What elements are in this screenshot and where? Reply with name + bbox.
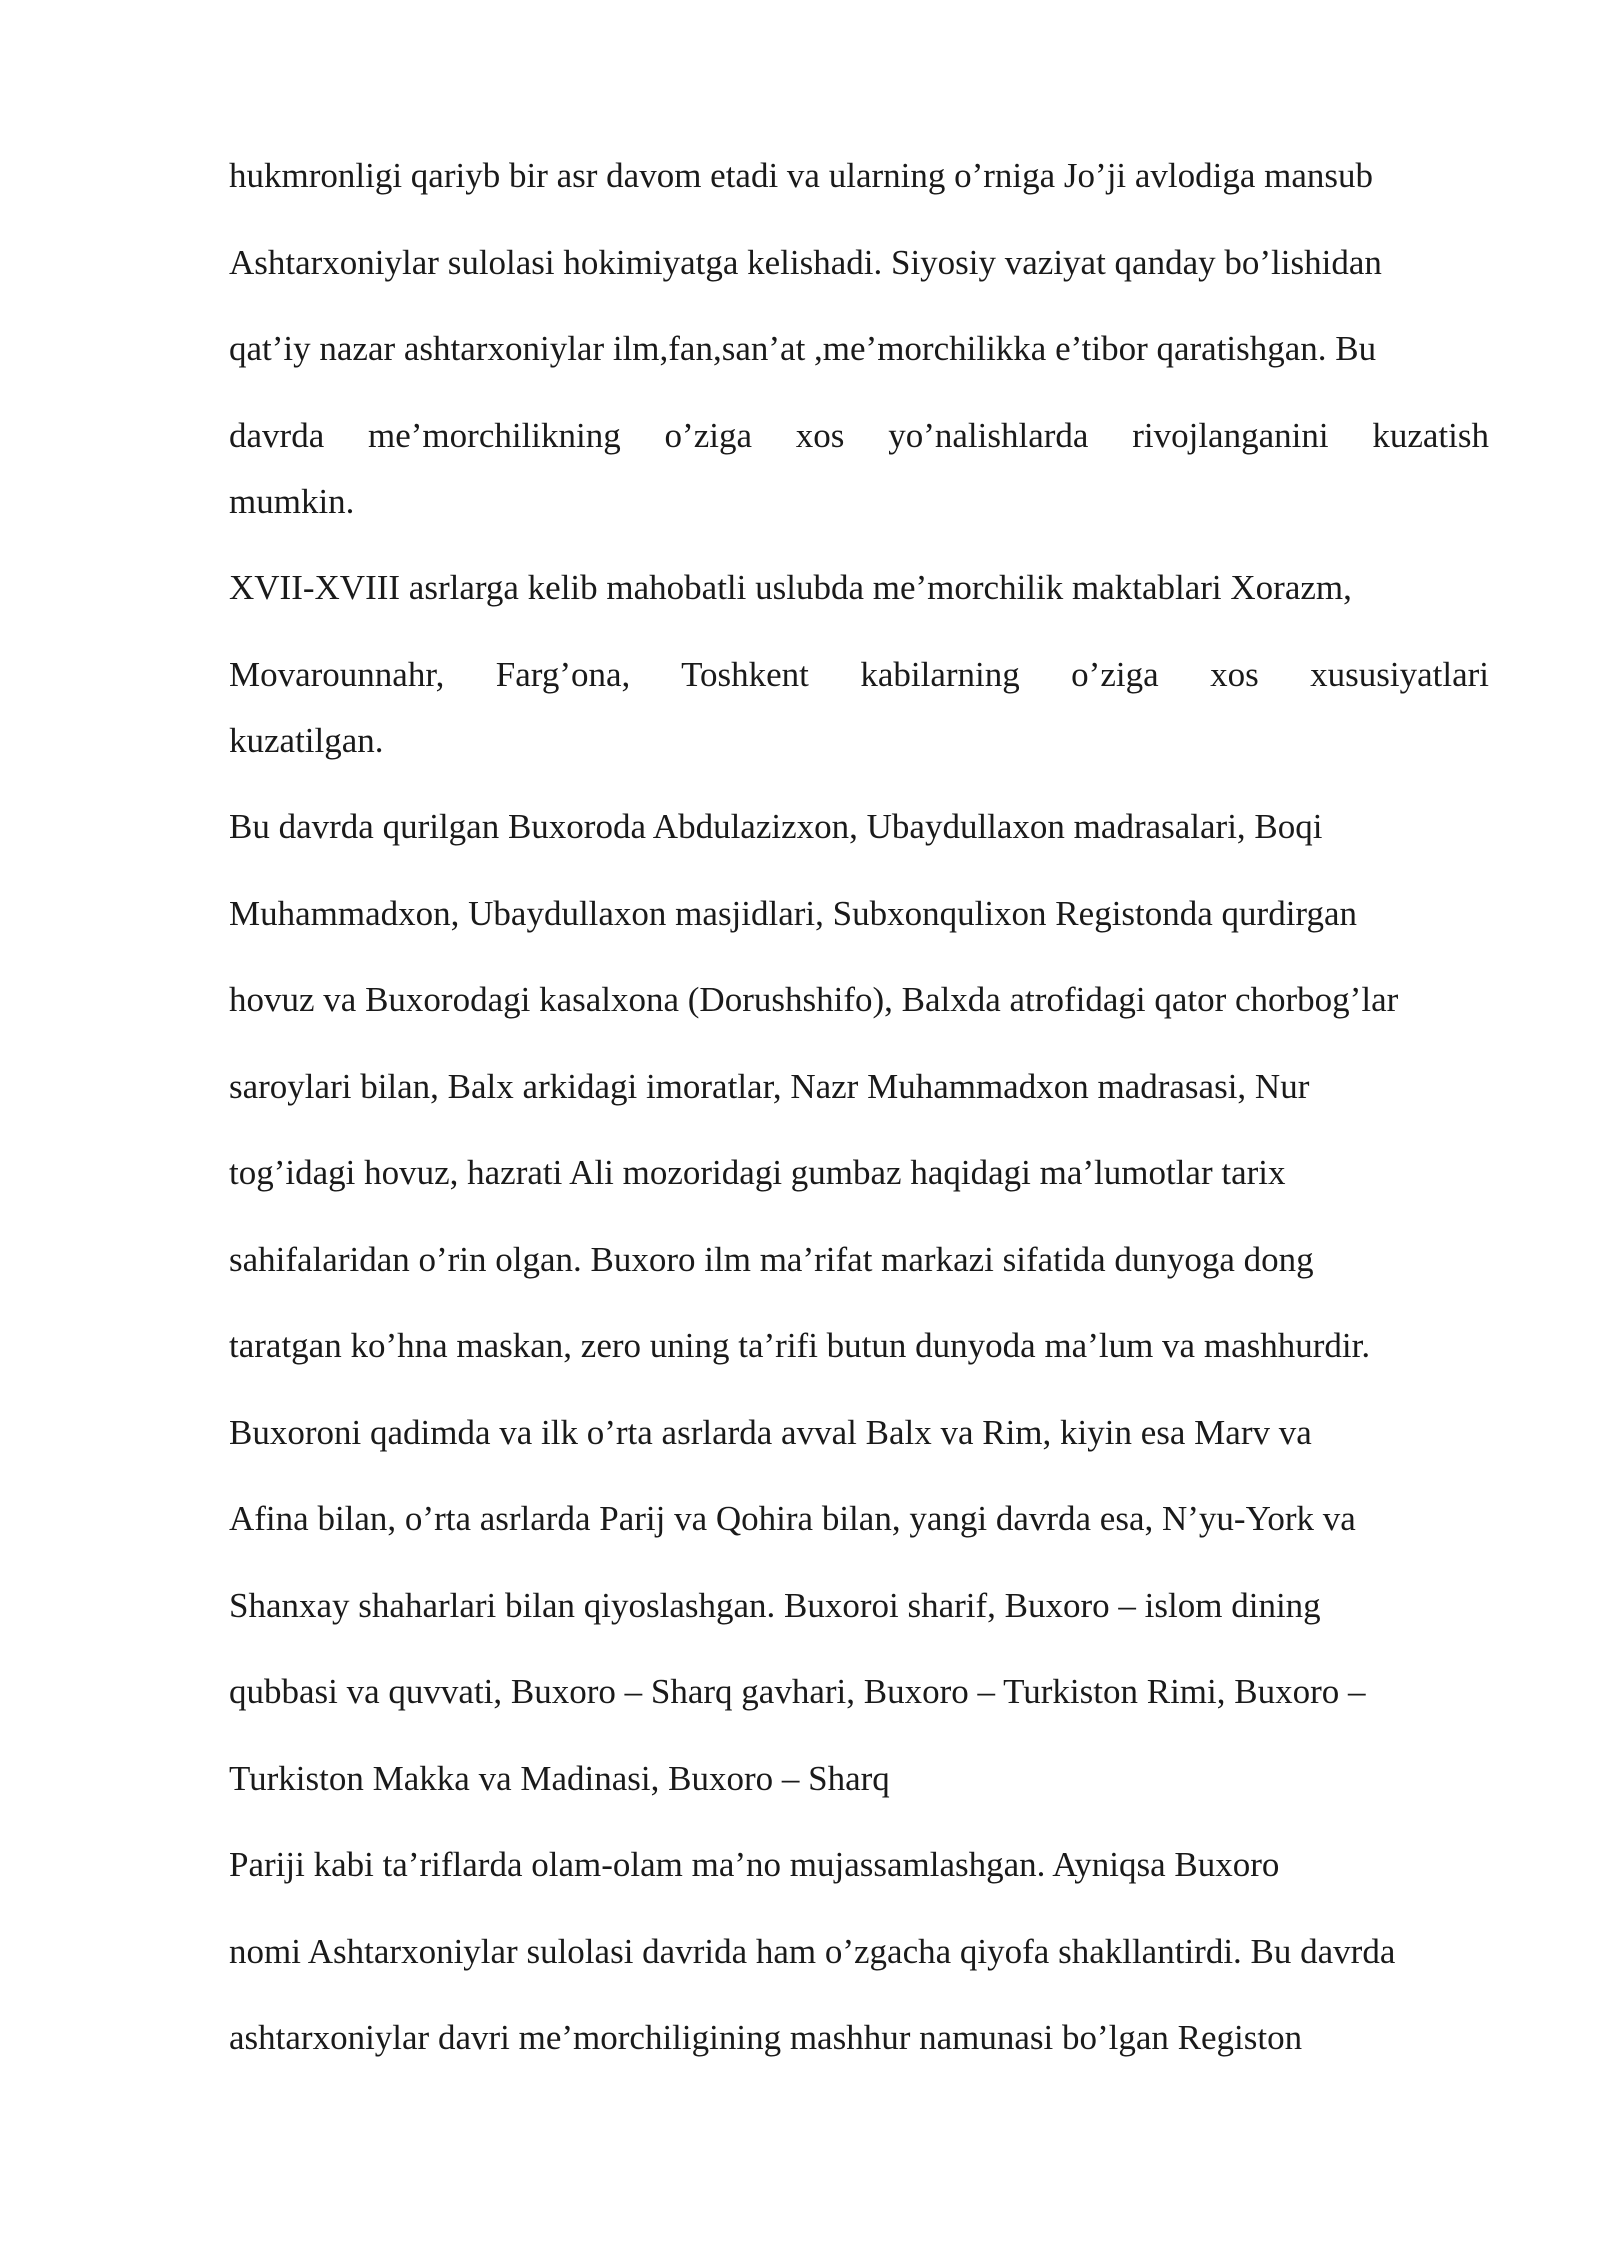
text-line: Shanxay shaharlari bilan qiyoslashgan. Buxoroi sharif, Buxoro – islom dining	[229, 1585, 1321, 1625]
text-line: mumkin.	[229, 481, 355, 521]
text-line: hovuz va Buxorodagi kasalxona (Dorushshifo), Balxda atrofidagi qator chorbog’lar	[229, 980, 1399, 1019]
body-text	[229, 146, 1489, 2095]
text-line: tog’idagi hovuz, hazrati Ali mozoridagi gumbaz haqidagi ma’lumotlar tarix	[229, 1153, 1286, 1192]
text-line: Movarounnahr, Farg’ona, Toshkent kabilarning o’ziga xos xususiyatlari	[229, 654, 1489, 694]
text-line: taratgan ko’hna maskan, zero uning ta’rifi butun dunyoda ma’lum va mashhurdir.	[229, 1326, 1371, 1365]
text-line: qubbasi va quvvati, Buxoro – Sharq gavhari, Buxoro – Turkiston Rimi, Buxoro –	[229, 1672, 1366, 1711]
text-line: Bu davrda qurilgan Buxoroda Abdulazizxon, Ubaydullaxon madrasalari, Boqi	[229, 807, 1323, 846]
text-line: nomi Ashtarxoniylar sulolasi davrida ham o’zgacha qiyofa shakllantirdi. Bu davrda	[229, 1931, 1396, 1971]
text-line: Ashtarxoniylar sulolasi hokimiyatga kelishadi. Siyosiy vaziyat qanday bo’lishidan	[229, 242, 1382, 282]
text-line: sahifalaridan o’rin olgan. Buxoro ilm ma’rifat markazi sifatida dunyoga dong	[229, 1239, 1314, 1279]
text-line: Pariji kabi ta’riflarda olam-olam ma’no mujassamlashgan. Ayniqsa Buxoro	[229, 1845, 1280, 1884]
text-line: saroylari bilan, Balx arkidagi imoratlar, Nazr Muhammadxon madrasasi, Nur	[229, 1066, 1310, 1106]
text-line: hukmronligi qariyb bir asr davom etadi va ularning o’rniga Jo’ji avlodiga mansub	[229, 156, 1374, 195]
text-line: Turkiston Makka va Madinasi, Buxoro – Sharq	[229, 1758, 890, 1798]
text-line: ashtarxoniylar davri me’morchiligining mashhur namunasi bo’lgan Registon	[229, 2018, 1303, 2057]
text-line: qat’iy nazar ashtarxoniylar ilm,fan,san’at ,me’morchilikka e’tibor qaratishgan. Bu	[229, 329, 1377, 368]
text-line: XVII-XVIII asrlarga kelib mahobatli uslubda me’morchilik maktablari Xorazm,	[229, 568, 1352, 607]
text-line: Muhammadxon, Ubaydullaxon masjidlari, Subxonqulixon Registonda qurdirgan	[229, 893, 1357, 933]
text-line: davrda me’morchilikning o’ziga xos yo’nalishlarda rivojlanganini kuzatish	[229, 415, 1489, 455]
text-line: Afina bilan, o’rta asrlarda Parij va Qohira bilan, yangi davrda esa, N’yu-York va	[229, 1499, 1356, 1538]
text-line: kuzatilgan.	[229, 720, 384, 760]
text-line: Buxoroni qadimda va ilk o’rta asrlarda avval Balx va Rim, kiyin esa Marv va	[229, 1412, 1312, 1452]
